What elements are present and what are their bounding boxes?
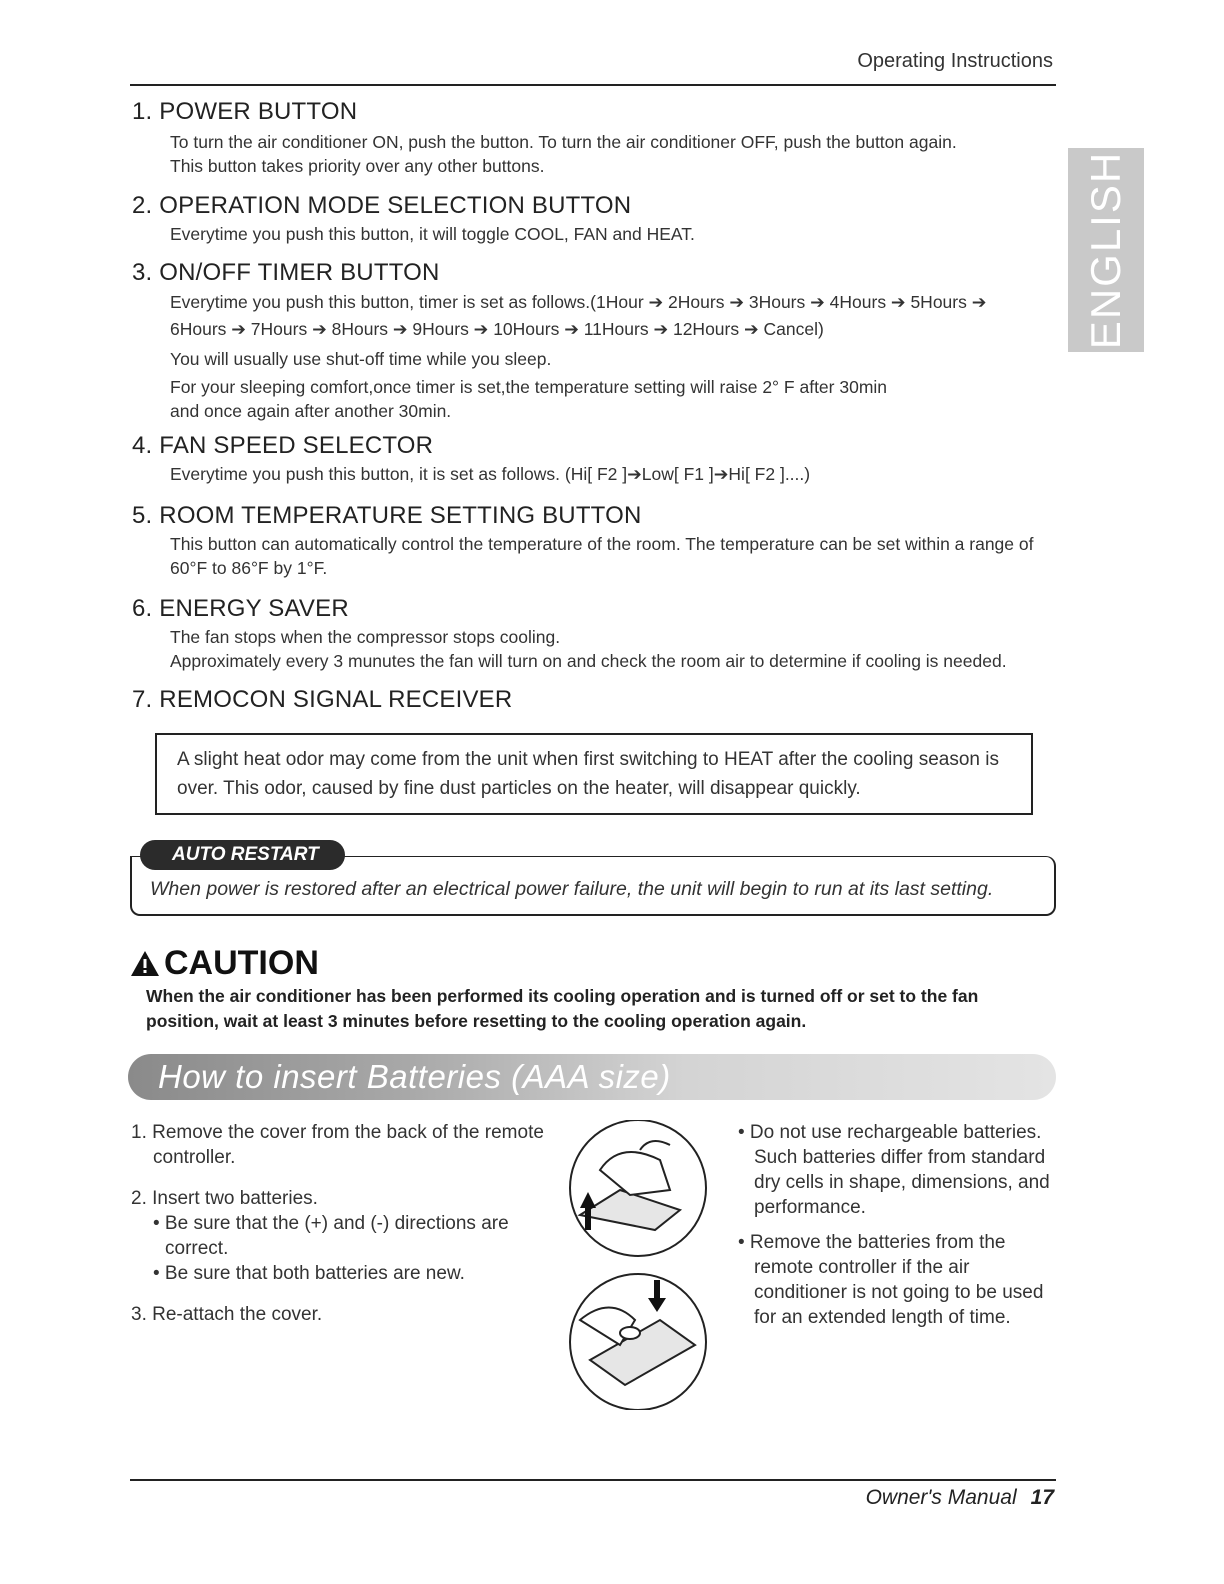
section-text: To turn the air conditioner ON, push the button. To turn the air conditioner OFF, push the button again. [170,132,957,152]
language-tab-label: ENGLISH [1082,150,1130,350]
section-power-button [132,98,1052,178]
batteries-banner-title: How to insert Batteries (AAA size) [158,1058,671,1095]
page-header: Operating Instructions [857,50,1053,72]
batteries-banner [128,1054,1056,1100]
section-text: This button takes priority over any other buttons. [170,156,545,176]
auto-restart-text: When power is restored after an electrical power failure, the unit will begin to run at its last setting. [150,878,994,900]
section-energy-saver [132,595,1052,673]
warning-icon [130,950,160,977]
battery-note-2: • Remove the batteries from the remote controller if the air conditioner is not going to be used for an extended length of time. [738,1232,1044,1328]
caution-heading [130,944,319,983]
battery-illustration [560,1120,720,1410]
section-timer-button [132,259,1052,423]
section-text: You will usually use shut-off time while you sleep. [170,349,552,369]
section-text: Everytime you push this button, it will toggle COOL, FAN and HEAT. [170,224,695,244]
section-heading: 2. OPERATION MODE SELECTION BUTTON [132,192,632,219]
battery-note-1: • Do not use rechargeable batteries. Such batteries differ from standard dry cells in shape, dimensions, and performance. [738,1122,1050,1218]
section-heading: 5. ROOM TEMPERATURE SETTING BUTTON [132,502,642,529]
battery-step-3: 3. Re-attach the cover. [131,1304,323,1325]
section-heading: 6. ENERGY SAVER [132,595,349,622]
footer-rule [130,1479,1056,1481]
insert-battery-illustration [570,1274,706,1410]
battery-steps [131,1120,561,1327]
battery-step-1: 1. Remove the cover from the back of the remote controller. [131,1122,544,1168]
section-heading: 3. ON/OFF TIMER BUTTON [132,259,440,286]
section-heading: 1. POWER BUTTON [132,98,358,125]
section-operation-mode [132,192,1052,246]
language-tab [1068,148,1144,352]
section-text: Everytime you push this button, timer is set as follows.(1Hour ➔ 2Hours ➔ 3Hours ➔ 4Hours ➔ 5Hours ➔ 6Hours ➔ 7Hours ➔ 8Hours ➔ 9Hours ➔ 10Hours ➔ 11Hours ➔ 12Hours ➔ Cancel) [170,292,987,339]
remove-cover-illustration [570,1120,706,1256]
section-room-temp [132,502,1052,580]
section-heading: 7. REMOCON SIGNAL RECEIVER [132,686,513,713]
section-text: Everytime you push this button, it is set as follows. (Hi[ F2 ]➔Low[ F1 ]➔Hi[ F2 ]....) [170,464,811,484]
section-fan-speed [132,432,1052,486]
section-text: For your sleeping comfort,once timer is set,the temperature setting will raise 2° F after 30min and once again after another 30min. [170,377,888,421]
section-text: The fan stops when the compressor stops cooling. [170,627,561,647]
battery-step-2-sub-1: • Be sure that the (+) and (-) directions are correct. [153,1213,509,1259]
page-footer [130,1486,1054,1510]
header-rule [130,84,1056,86]
battery-notes [738,1120,1058,1340]
page-number: 17 [1030,1486,1054,1509]
battery-step-2: 2. Insert two batteries. [131,1188,318,1209]
auto-restart-label: AUTO RESTART [140,840,345,870]
battery-step-2-sub-2: • Be sure that both batteries are new. [153,1263,465,1284]
section-text: Approximately every 3 munutes the fan will turn on and check the room air to determine if cooling is needed. [170,651,1007,671]
caution-text: When the air conditioner has been performed its cooling operation and is turned off or set to the fan position, wait at least 3 minutes before resetting to the cooling operation again. [146,986,979,1031]
manual-name: Owner's Manual [865,1486,1017,1509]
section-signal-receiver [132,686,1052,714]
heat-odor-note: A slight heat odor may come from the unit when first switching to HEAT after the cooling season is over. This odor, caused by fine dust particles on the heater, will disappear quickly. [155,733,1033,815]
section-heading: 4. FAN SPEED SELECTOR [132,432,434,459]
caution-title: CAUTION [164,944,319,982]
section-text: This button can automatically control the temperature of the room. The temperature can be set within a range of 60°F to 86°F by 1°F. [170,534,1034,578]
